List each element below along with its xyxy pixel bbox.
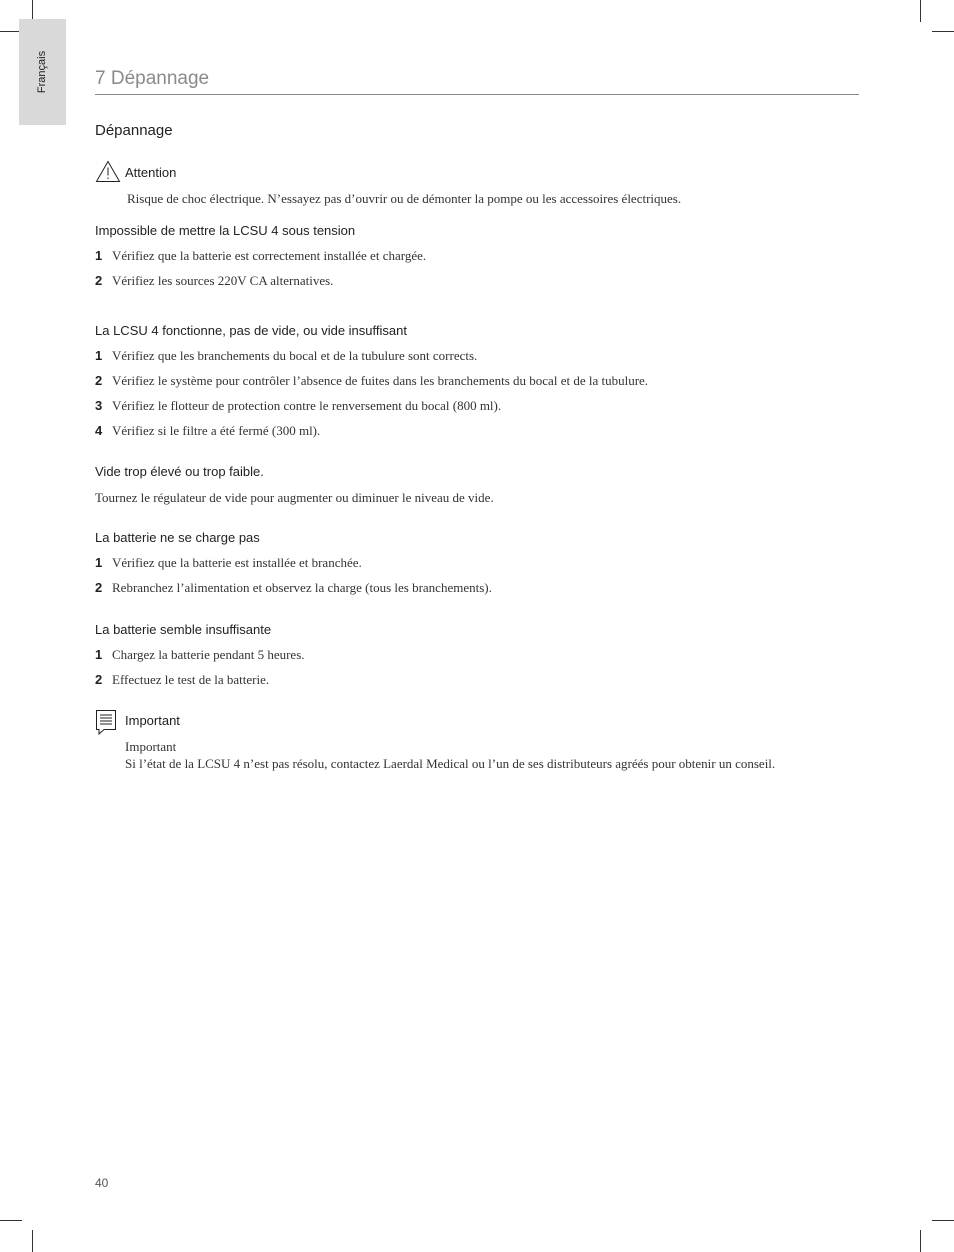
crop-mark (32, 1230, 33, 1252)
list-number: 4 (95, 423, 103, 438)
note-icon (95, 709, 117, 736)
important-label: Important (125, 713, 180, 728)
subsection-heading: La batterie ne se charge pas (95, 530, 260, 545)
language-label: Français (36, 50, 48, 94)
list-text: Vérifiez les sources 220V CA alternatives. (112, 273, 334, 288)
list-number: 1 (95, 647, 103, 662)
list-text: Rebranchez l’alimentation et observez la charge (tous les branchements). (112, 580, 492, 595)
list-number: 2 (95, 672, 103, 687)
chapter-rule (95, 94, 859, 95)
list-text: Effectuez le test de la batterie. (112, 672, 270, 687)
list-number: 2 (95, 373, 103, 388)
subsection-heading: La LCSU 4 fonctionne, pas de vide, ou vide insuffisant (95, 323, 407, 338)
language-tab (19, 19, 66, 125)
list-number: 1 (95, 555, 103, 570)
list-text: Vérifiez le système pour contrôler l’absence de fuites dans les branchements du bocal et de la tubulure. (112, 373, 649, 388)
subsection-heading: Impossible de mettre la LCSU 4 sous tension (95, 223, 356, 238)
subsection-heading: La batterie semble insuffisante (95, 622, 272, 637)
list-text: Vérifiez que la batterie est installée et branchée. (112, 555, 362, 570)
crop-mark (932, 31, 954, 32)
list-text: Vérifiez que la batterie est correctement installée et chargée. (112, 248, 427, 263)
attention-label: Attention (125, 165, 177, 180)
important-title: Important (125, 739, 177, 754)
page-number: 40 (95, 1176, 109, 1190)
crop-mark (920, 1230, 921, 1252)
crop-mark (0, 1220, 22, 1221)
important-text: Si l’état de la LCSU 4 n’est pas résolu, contactez Laerdal Medical ou l’un de ses distributeurs agréés pour obtenir un conseil. (125, 756, 776, 771)
paragraph: Tournez le régulateur de vide pour augmenter ou diminuer le niveau de vide. (95, 490, 494, 505)
list-text: Chargez la batterie pendant 5 heures. (112, 647, 305, 662)
list-text: Vérifiez le flotteur de protection contre le renversement du bocal (800 ml). (112, 398, 502, 413)
list-number: 2 (95, 273, 103, 288)
crop-mark (920, 0, 921, 22)
list-text: Vérifiez si le filtre a été fermé (300 ml). (112, 423, 321, 438)
crop-mark (932, 1220, 954, 1221)
subsection-heading: Vide trop élevé ou trop faible. (95, 464, 264, 479)
chapter-title: 7 Dépannage (95, 68, 210, 89)
list-number: 1 (95, 348, 103, 363)
section-title: Dépannage (95, 122, 173, 139)
attention-text: Risque de choc électrique. N’essayez pas d’ouvrir ou de démonter la pompe ou les accessoires électriques. (127, 191, 682, 206)
list-number: 3 (95, 398, 103, 413)
list-text: Vérifiez que les branchements du bocal et de la tubulure sont corrects. (112, 348, 478, 363)
warning-icon (95, 160, 121, 183)
list-number: 1 (95, 248, 103, 263)
list-number: 2 (95, 580, 103, 595)
